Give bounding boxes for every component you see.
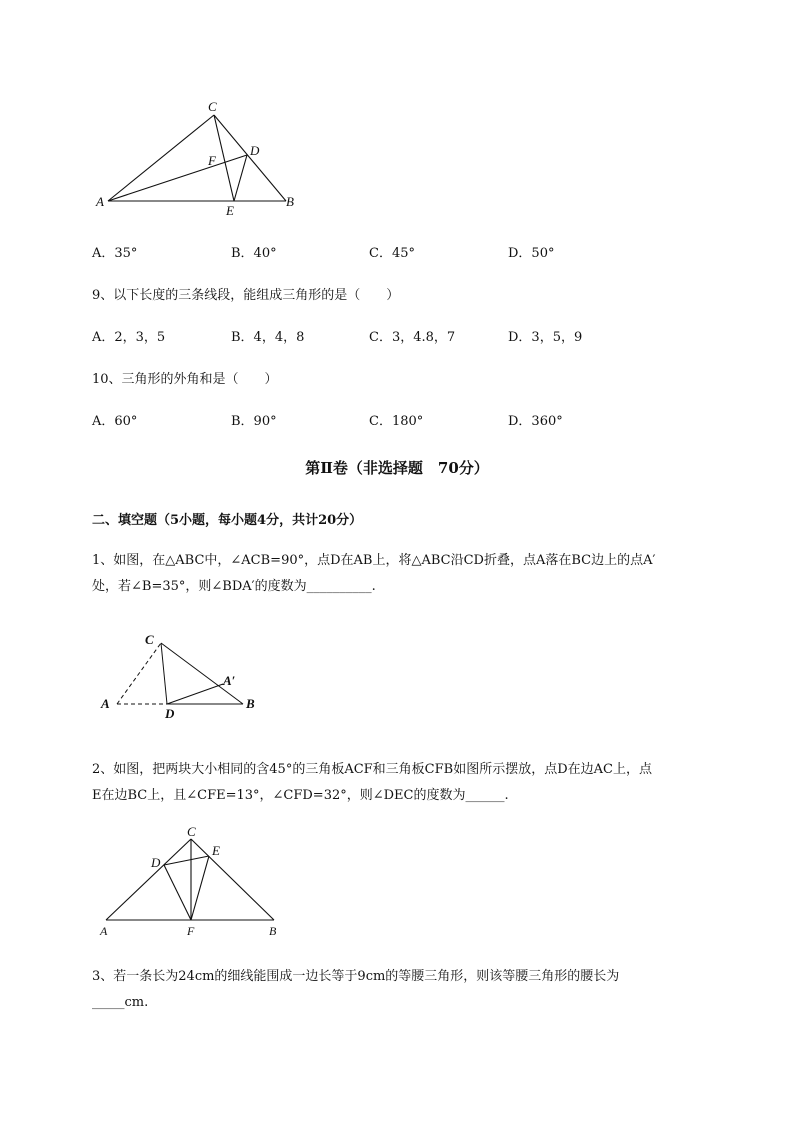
q9-option-b[interactable]: B．4，4，8 bbox=[231, 330, 305, 345]
q9-stem: 9、以下长度的三条线段，能组成三角形的是（ ） bbox=[92, 288, 400, 303]
label-f: F bbox=[208, 153, 216, 168]
q10-option-a[interactable]: A．60° bbox=[92, 414, 138, 429]
fill3-text bbox=[92, 964, 732, 1016]
fill2-line1: 2、如图，把两块大小相同的含45°的三角板ACF和三角板CFB如图所示摆放，点D在边AC上，点 bbox=[92, 762, 652, 777]
q8-option-d[interactable]: D．50° bbox=[508, 246, 555, 261]
fill3-line1: 3、若一条长为24cm的细线能围成一边长等于9cm的等腰三角形，则该等腰三角形的腰长为 bbox=[92, 969, 620, 984]
q8-option-a[interactable]: A．35° bbox=[92, 246, 138, 261]
part2-title: 第Ⅱ卷（非选择题 70分） bbox=[305, 459, 489, 477]
fig2-label-c: C bbox=[145, 632, 154, 647]
label-e: E bbox=[226, 203, 234, 218]
fig3-label-c: C bbox=[187, 824, 196, 839]
q8-options bbox=[92, 242, 712, 262]
q10-option-d[interactable]: D．360° bbox=[508, 414, 563, 429]
fig2-label-a: A bbox=[101, 696, 110, 711]
q9-option-a[interactable]: A．2，3，5 bbox=[92, 330, 166, 345]
section2-heading: 二、填空题（5小题，每小题4分，共计20分） bbox=[92, 513, 363, 528]
label-c: C bbox=[208, 99, 217, 114]
q9-options bbox=[92, 326, 712, 346]
figure-triangle-acb-1 bbox=[90, 95, 310, 220]
fill2-line2: E在边BC上，且∠CFE=13°，∠CFD=32°，则∠DEC的度数为______. bbox=[92, 788, 509, 803]
fig2-label-b: B bbox=[246, 696, 255, 711]
figure-fold-triangle bbox=[95, 628, 270, 723]
fill1-line2: 处，若∠B=35°，则∠BDA′的度数为__________. bbox=[92, 579, 376, 594]
label-a: A bbox=[96, 194, 104, 209]
q9-option-c[interactable]: C．3，4.8，7 bbox=[369, 330, 456, 345]
fig3-label-d: D bbox=[151, 855, 161, 870]
fig3-label-a: A bbox=[100, 924, 108, 938]
fig2-label-a-prime: A′ bbox=[223, 673, 236, 688]
figure-set-squares bbox=[92, 822, 292, 942]
q10-option-b[interactable]: B．90° bbox=[231, 414, 277, 429]
fig3-label-e: E bbox=[212, 843, 220, 858]
q10-stem: 10、三角形的外角和是（ ） bbox=[92, 372, 278, 387]
fill1-text bbox=[92, 548, 732, 600]
fig3-label-f: F bbox=[187, 924, 195, 938]
fig3-label-b: B bbox=[269, 924, 277, 938]
q8-option-c[interactable]: C．45° bbox=[369, 246, 415, 261]
q10-options bbox=[92, 410, 712, 430]
fig2-label-d: D bbox=[165, 706, 175, 721]
fill3-line2: _____cm. bbox=[92, 995, 149, 1010]
fill1-line1: 1、如图，在△ABC中，∠ACB=90°，点D在AB上，将△ABC沿CD折叠，点A落在BC边上的点A′ bbox=[92, 553, 656, 568]
q8-option-b[interactable]: B．40° bbox=[231, 246, 277, 261]
q9-option-d[interactable]: D．3，5，9 bbox=[508, 330, 583, 345]
fill2-text bbox=[92, 757, 732, 809]
label-d: D bbox=[250, 143, 260, 158]
q10-option-c[interactable]: C．180° bbox=[369, 414, 424, 429]
label-b: B bbox=[286, 194, 294, 209]
